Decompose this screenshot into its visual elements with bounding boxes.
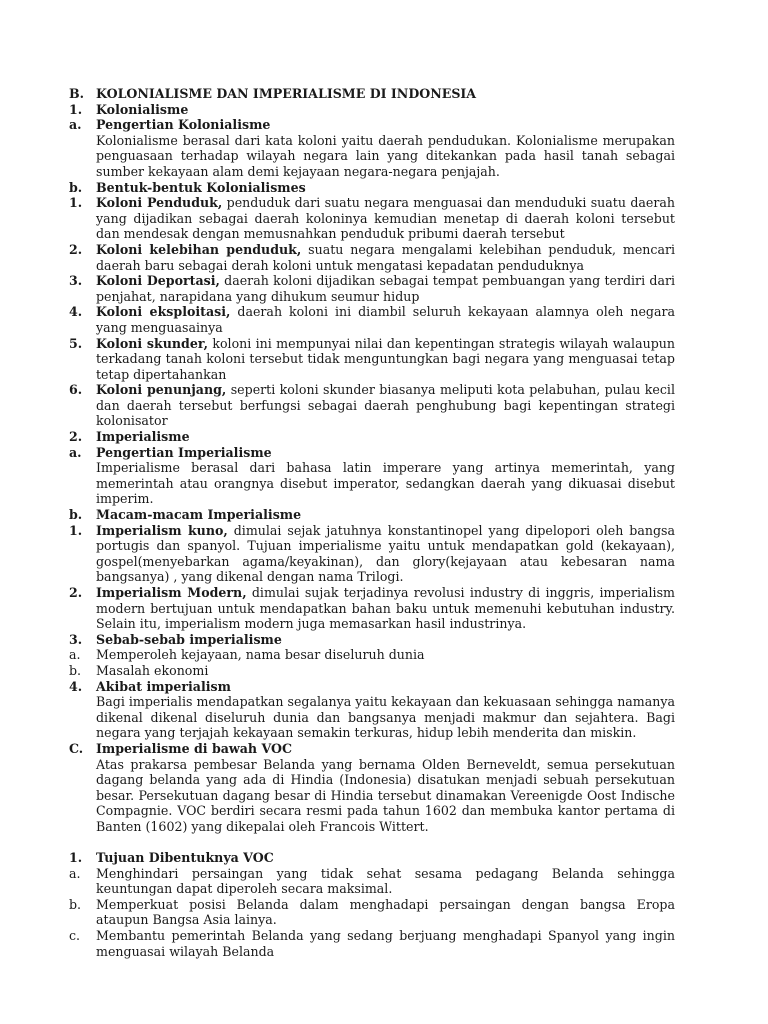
paragraph: Bagi imperialis mendapatkan segalanya yaitu kekayaan dan kekuasaan sehingga namanya dikenal dikenal diseluruh dunia dan bangsanya menjadi makmur dan sejahtera. Bagi negara yang terjajah kekayaan semakin terkuras, hidup lebih menderita dan miskin. [96,694,675,741]
subsection-heading [69,632,675,648]
section-marker: C. [69,740,84,756]
section-title: Imperialisme di bawah VOC [96,740,293,756]
subheading-marker: a. [69,117,82,133]
subsection-title: Imperialisme [96,429,190,445]
list-item-desc: suatu negara mengalami kelebihan penduduk, mencari daerah baru sebagai derah koloni untuk mengatasi kepadatan penduduknya [96,241,676,273]
list-item [69,647,675,663]
subsection-title: Tujuan Dibentuknya VOC [96,850,274,866]
subsection-title: Akibat imperialism [96,678,231,694]
subsection-heading [69,850,675,866]
list-item-number: 1. [69,522,83,538]
list-item-number: 1. [69,195,83,211]
list-item-desc: seperti koloni skunder biasanya meliputi kota pelabuhan, pulau kecil dan daerah tersebut berfungsi sebagai daerah penghubung bagi kepentingan strategi kolonisator [96,382,675,429]
subheading-title: Pengertian Kolonialisme [96,117,271,133]
subheading [69,445,675,461]
list-item-text [96,523,675,585]
subsection-heading [69,102,675,118]
list-item-desc: penduduk dari suatu negara menguasai dan menduduki suatu daerah yang dijadikan sebagai daerah koloninya kemudian menetap di daerah koloni tersebut dan mendesak dengan memusnahkan penduduk pribumi daerah tersebut [96,195,675,242]
list-item-number: b. [69,896,82,912]
list-item [69,336,675,383]
list-item-number: 2. [69,241,83,257]
list-item-number: 6. [69,382,83,398]
list-item [69,242,675,273]
list-item-term: Imperialism kuno, [96,522,228,538]
list-item-text: Masalah ekonomi [96,662,209,678]
list-item-text [96,273,675,304]
list-item-text [96,585,675,632]
paragraph: Atas prakarsa pembesar Belanda yang bernama Olden Berneveldt, semua persekutuan dagang belanda yang ada di Hindia (Indonesia) disatukan menjadi sebuah persekutuan besar. Persekutuan dagang besar di Hindia tersebut dinamakan Vereenigde Oost Indische Compagnie. VOC berdiri secara resmi pada tahun 1602 dan membuka kantor pertama di Banten (1602) yang dikepalai oleh Francois Wittert. [96,756,675,834]
list-item-number: a. [69,865,81,881]
list-item [69,195,675,242]
list-item-text: Memperkuat posisi Belanda dalam menghadapi persaingan dengan bangsa Eropa ataupun Bangsa Asia lainya. [96,896,675,928]
subsection-marker: 1. [69,850,83,866]
paragraph: Kolonialisme berasal dari kata koloni yaitu daerah pendudukan. Kolonialisme merupakan penguasaan terhadap wilayah negara lain yang ditekankan pada hasil tanah sebagai sumber kekayaan alam demi kejayaan negara-negara penjajah. [96,132,675,179]
subsection-marker: 2. [69,429,83,445]
list-item-term: Koloni kelebihan penduduk, [96,241,302,257]
section-marker: B. [69,86,85,101]
list-item-text [96,304,675,335]
list-item-text: Memperoleh kejayaan, nama besar diseluruh dunia [96,647,425,663]
list-item-desc: dimulai sejak jatuhnya konstantinopel yang dipelopori oleh bangsa portugis dan spanyol. Tujuan imperialisme yaitu untuk mendapatkan gold (kekayaan), gospel(menyebarkan agama/keyakinan), dan glory(kejayaan atau kebesaran nama bangsanya) , yang dikenal dengan nama Trilogi. [96,522,675,585]
subsection-marker: 3. [69,631,83,647]
list-item-number: b. [69,662,82,678]
subheading [69,117,675,133]
section-title: KOLONIALISME DAN IMPERIALISME DI INDONESIA [96,86,477,101]
list-item [69,273,675,304]
subsection-title: Kolonialisme [96,101,189,117]
list-item-number: c. [69,928,81,944]
list-item [69,663,675,679]
list-item-number: 2. [69,585,83,600]
list-item-text: Membantu pemerintah Belanda yang sedang berjuang menghadapi Spanyol yang ingin menguasai wilayah Belanda [96,928,675,959]
blank-line [69,835,675,851]
section-heading [69,86,675,102]
list-item-text [96,242,675,273]
list-item-text: Menghindari persaingan yang tidak sehat sesama pedagang Belanda sehingga keuntungan dapat diperoleh secara maksimal. [96,865,675,897]
list-item-term: Koloni Penduduk, [96,195,223,211]
list-item-desc: koloni ini mempunyai nilai dan kepentingan strategis wilayah walaupun terkadang tanah koloni tersebut tidak menguntungkan bagi negara yang menguasai tetap tetap dipertahankan [96,335,675,382]
document-page [69,86,675,959]
list-item [69,523,675,585]
list-item [69,897,675,928]
subheading-marker: b. [69,507,83,523]
list-item-number: 3. [69,273,83,289]
paragraph: Imperialisme berasal dari bahasa latin imperare yang artinya memerintah, yang memerintah atau orangnya disebut imperator, sedangkan daerah yang dikuasai disebut imperim. [96,460,675,507]
list-item-text [96,336,675,383]
subsection-marker: 1. [69,101,83,117]
list-item [69,304,675,335]
list-item-text [96,382,675,429]
list-item-text [96,195,675,242]
list-item-term: Imperialism Modern, [96,585,247,600]
list-item [69,585,675,632]
list-item [69,928,675,959]
list-item [69,866,675,897]
list-item-term: Koloni Deportasi, [96,273,220,289]
list-item-number: 4. [69,304,83,320]
subheading-marker: b. [69,179,83,195]
list-item-number: 5. [69,335,83,351]
subsection-heading [69,679,675,695]
list-item-desc: dimulai sujak terjadinya revolusi industry di inggris, imperialism modern bertujuan untuk mendapatkan bahan baku untuk memenuhi kebutuhan industry. Selain itu, imperialism modern juga memasarkan hasil industrinya. [96,585,675,632]
list-item [69,382,675,429]
subheading-marker: a. [69,444,82,460]
subsection-title: Sebab-sebab imperialisme [96,631,282,647]
list-item-term: Koloni penunjang, [96,382,227,398]
subheading [69,507,675,523]
subheading-title: Bentuk-bentuk Kolonialismes [96,179,306,195]
subsection-heading [69,429,675,445]
subheading-title: Pengertian Imperialisme [96,444,272,460]
list-item-term: Koloni eksploitasi, [96,304,231,320]
subsection-marker: 4. [69,678,83,694]
list-item-desc: daerah koloni dijadikan sebagai tempat pembuangan yang terdiri dari penjahat, narapidana yang dihukum seumur hidup [96,273,676,304]
section-heading [69,741,675,757]
subheading [69,180,675,196]
list-item-term: Koloni skunder, [96,335,208,351]
subheading-title: Macam-macam Imperialisme [96,507,302,523]
list-item-number: a. [69,647,81,663]
list-item-desc: daerah koloni ini diambil seluruh kekayaan alamnya oleh negara yang menguasainya [96,304,676,335]
